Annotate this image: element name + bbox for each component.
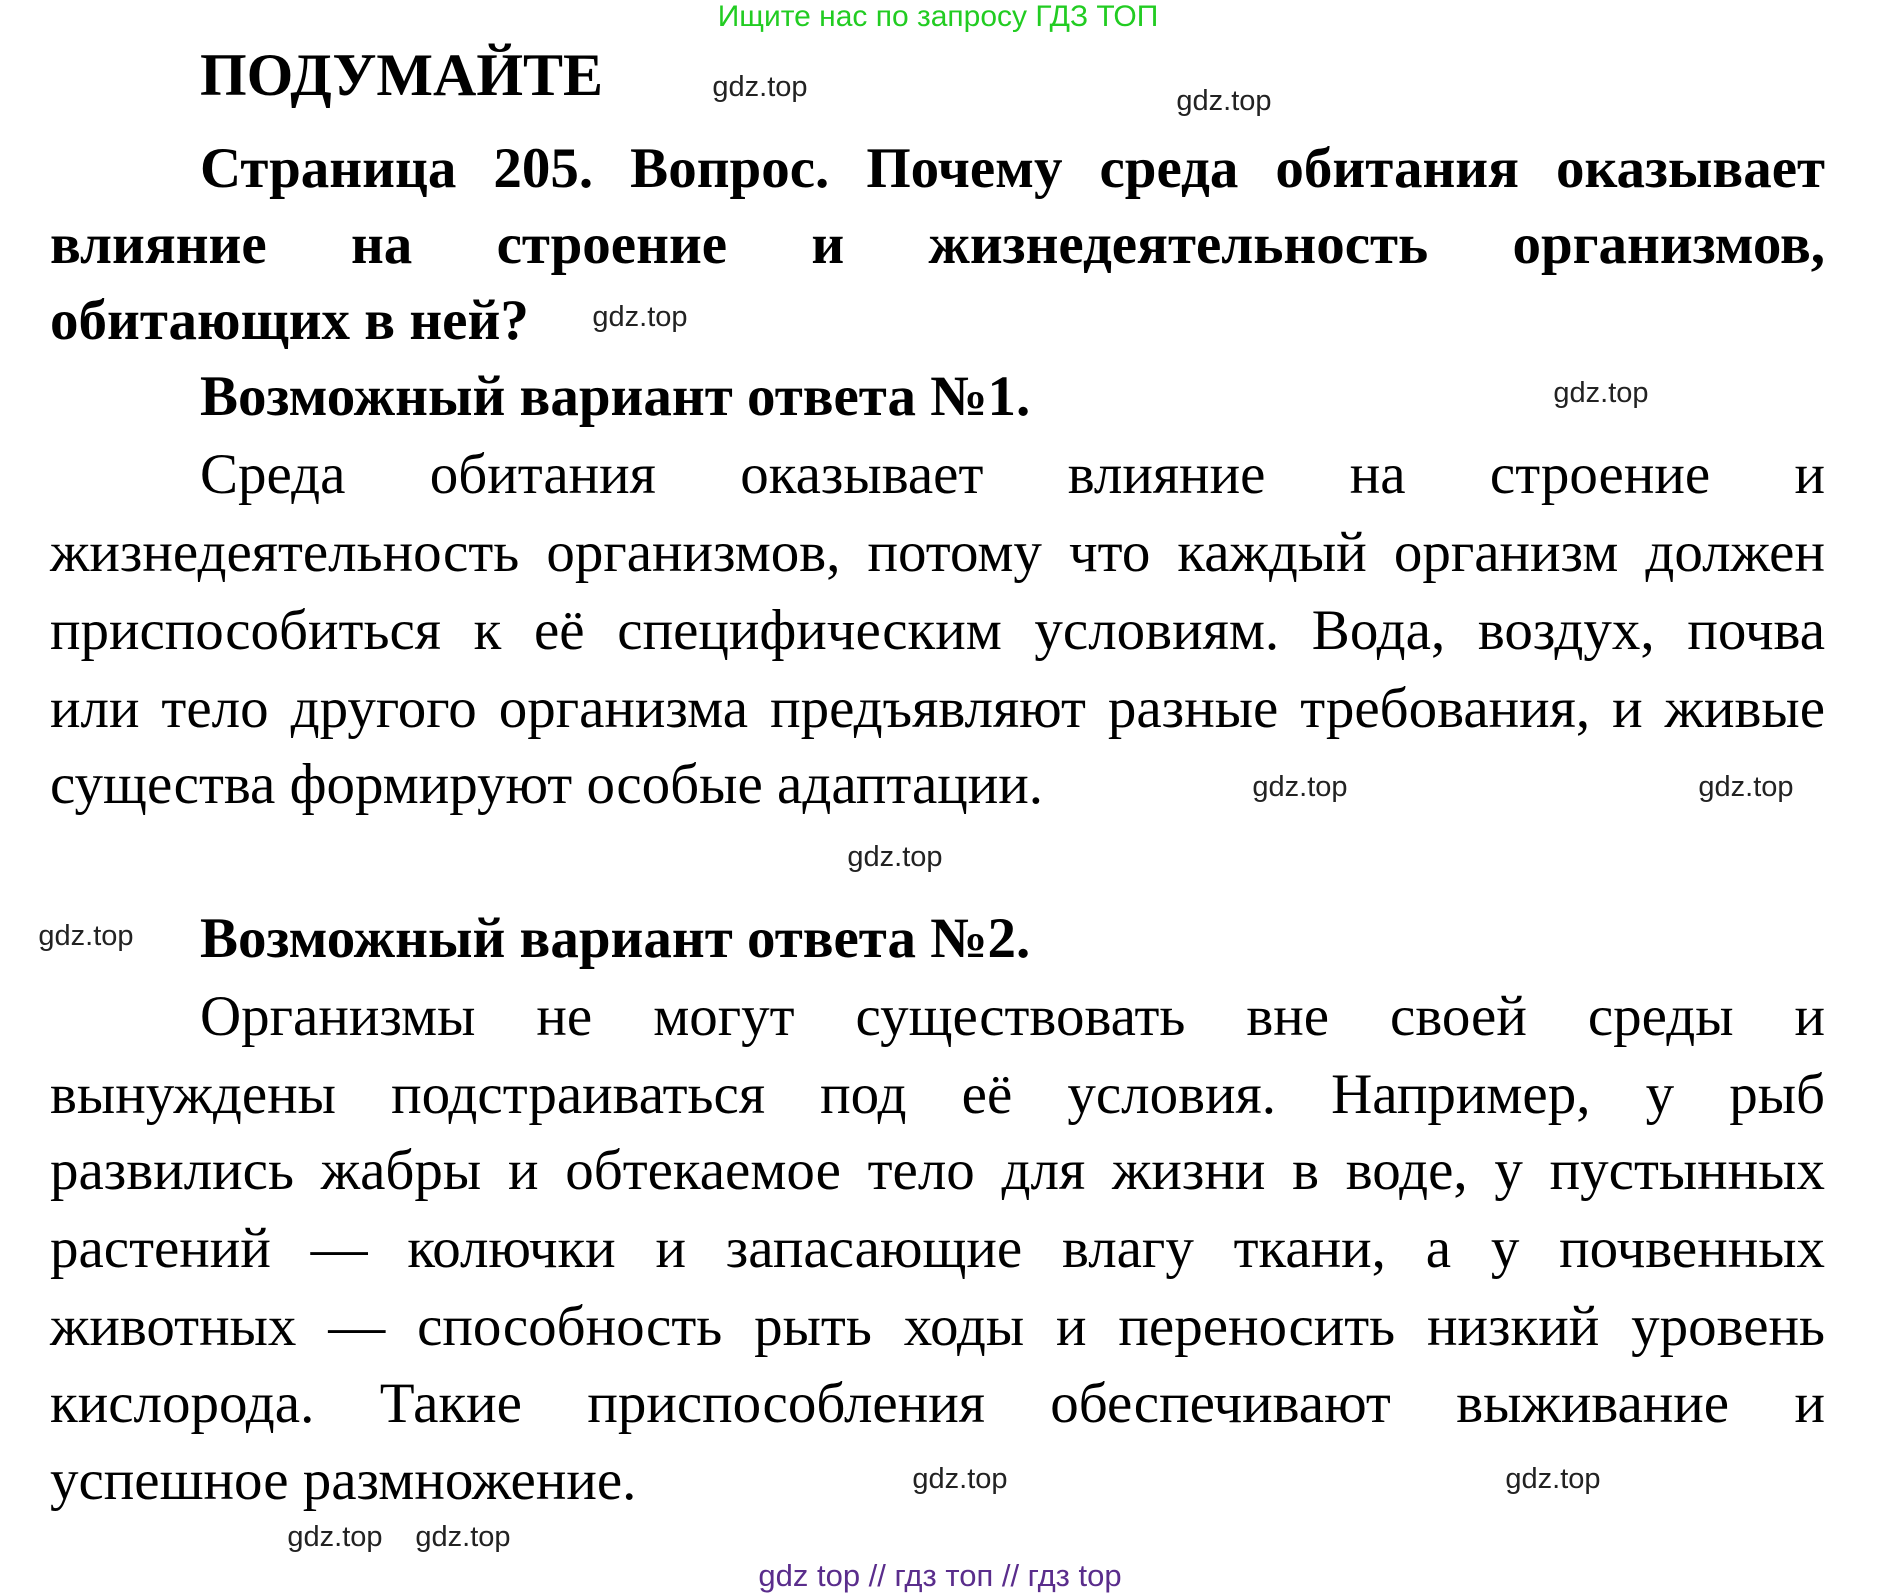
question-line: влияние на строение и жизнедеятельность организмов, [50,213,1825,276]
answer2-line: кислорода. Такие приспособления обеспечивают выживание и [50,1372,1825,1435]
watermark: gdz.top [415,1521,511,1553]
watermark: gdz.top [1553,377,1649,409]
search-banner: Ищите нас по запросу ГДЗ ТОП [717,0,1159,33]
answer2-heading: Возможный вариант ответа №2. [200,907,1031,970]
answer1-line: жизнедеятельность организмов, потому что каждый организм должен [50,521,1825,584]
footer-links: gdz top // гдз топ // гдз top [758,1558,1122,1593]
answer2-line: растений — колючки и запасающие влагу ткани, а у почвенных [50,1217,1825,1280]
answer1-line: приспособиться к её специфическим условиям. Вода, воздух, почва [50,599,1825,662]
answer2-line: успешное размножение. [50,1449,637,1512]
watermark: gdz.top [847,841,943,873]
section-title: ПОДУМАЙТЕ [200,42,604,108]
answer1-line: или тело другого организма предъявляют разные требования, и живые [50,677,1825,740]
answer2-line: животных — способность рыть ходы и переносить низкий уровень [50,1295,1825,1358]
watermark: gdz.top [1252,771,1348,803]
answer2-line: Организмы не могут существовать вне своей среды и [200,985,1825,1048]
watermark: gdz.top [592,301,688,333]
answer1-line: Среда обитания оказывает влияние на строение и [200,443,1825,506]
answer2-line: вынуждены подстраиваться под её условия. Например, у рыб [50,1063,1825,1126]
watermark: gdz.top [1176,85,1272,117]
watermark: gdz.top [712,71,808,103]
answer1-heading: Возможный вариант ответа №1. [200,365,1031,428]
question-line: Страница 205. Вопрос. Почему среда обитания оказывает [200,137,1825,200]
watermark: gdz.top [287,1521,383,1553]
answer2-line: развились жабры и обтекаемое тело для жизни в воде, у пустынных [50,1139,1825,1202]
answer1-line: существа формируют особые адаптации. [50,753,1044,816]
watermark: gdz.top [38,920,134,952]
watermark: gdz.top [912,1463,1008,1495]
watermark: gdz.top [1698,771,1794,803]
question-line: обитающих в ней? [50,289,529,352]
watermark: gdz.top [1505,1463,1601,1495]
